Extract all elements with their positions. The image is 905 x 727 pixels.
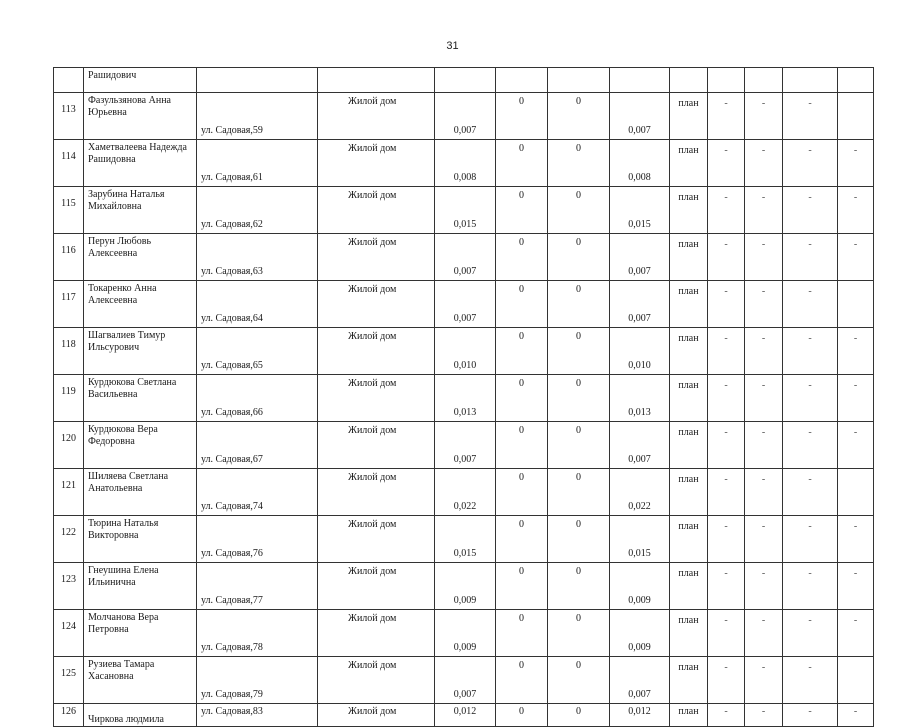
cell-num: 119: [54, 375, 84, 422]
cell-dash-2: -: [745, 422, 783, 469]
cell-dash-1: -: [708, 140, 745, 187]
cell-status: план: [670, 610, 708, 657]
cell-name: Тюрина Наталья Викторовна: [84, 516, 197, 563]
cell-area: 0,007: [435, 422, 496, 469]
cell-status: план: [670, 422, 708, 469]
cell-dash-3: -: [783, 704, 838, 727]
cell-dash-2: -: [745, 704, 783, 727]
cell-name: Токаренко Анна Алексеевна: [84, 281, 197, 328]
cell-status: план: [670, 704, 708, 727]
cell-area-2: 0,009: [610, 610, 670, 657]
cell-status: план: [670, 563, 708, 610]
cell-area-2: 0,009: [610, 563, 670, 610]
cell-dash-4: [838, 469, 874, 516]
cell-address: ул. Садовая,66: [197, 375, 318, 422]
cell-zero-1: 0: [496, 187, 548, 234]
cell-zero-2: 0: [548, 281, 610, 328]
cell-area-2: 0,007: [610, 657, 670, 704]
cell-name: Перун Любовь Алексеевна: [84, 234, 197, 281]
page-number: 31: [446, 40, 459, 52]
cell-status: план: [670, 187, 708, 234]
cell-num: 121: [54, 469, 84, 516]
cell-name: Шагвалиев Тимур Ильсурович: [84, 328, 197, 375]
cell-area-2: 0,007: [610, 93, 670, 140]
cell-address: ул. Садовая,61: [197, 140, 318, 187]
cell-area: 0,015: [435, 187, 496, 234]
cell-name: Курдюкова Вера Федоровна: [84, 422, 197, 469]
cell-type: Жилой дом: [318, 140, 435, 187]
cell-num: 116: [54, 234, 84, 281]
cell-status: план: [670, 657, 708, 704]
cell-zero-1: 0: [496, 93, 548, 140]
cell-area-2: 0,007: [610, 422, 670, 469]
cell-address: ул. Садовая,65: [197, 328, 318, 375]
cell-area-2: 0,010: [610, 328, 670, 375]
cell-type: Жилой дом: [318, 657, 435, 704]
cell-dash-4: -: [838, 375, 874, 422]
cell-address: ул. Садовая,79: [197, 657, 318, 704]
cell-dash-3: -: [783, 469, 838, 516]
cell-dash-3: -: [783, 140, 838, 187]
cell-dash-4: -: [838, 563, 874, 610]
cell-area: 0,007: [435, 93, 496, 140]
cell-status: план: [670, 375, 708, 422]
cell-type: Жилой дом: [318, 610, 435, 657]
cell-address: ул. Садовая,76: [197, 516, 318, 563]
cell-dash-2: [745, 68, 783, 93]
table-row: [54, 704, 874, 727]
cell-area-2: 0,012: [610, 704, 670, 727]
cell-num: 120: [54, 422, 84, 469]
table-row-continuation: [54, 68, 874, 93]
cell-zero-1: 0: [496, 281, 548, 328]
cell-address: ул. Садовая,64: [197, 281, 318, 328]
cell-status: план: [670, 93, 708, 140]
cell-zero-2: [548, 68, 610, 93]
cell-dash-2: -: [745, 563, 783, 610]
cell-zero-2: 0: [548, 657, 610, 704]
table-body: [54, 68, 874, 727]
cell-num: 124: [54, 610, 84, 657]
cell-zero-2: 0: [548, 140, 610, 187]
cell-dash-2: -: [745, 375, 783, 422]
cell-area-2: 0,022: [610, 469, 670, 516]
cell-name: Гнеушина Елена Ильинична: [84, 563, 197, 610]
cell-dash-3: -: [783, 610, 838, 657]
cell-type: Жилой дом: [318, 469, 435, 516]
table-row: [54, 469, 874, 516]
cell-dash-1: -: [708, 328, 745, 375]
cell-zero-1: 0: [496, 704, 548, 727]
cell-area: 0,015: [435, 516, 496, 563]
cell-dash-1: -: [708, 93, 745, 140]
cell-address: ул. Садовая,67: [197, 422, 318, 469]
cell-name: Молчанова Вера Петровна: [84, 610, 197, 657]
cell-zero-2: 0: [548, 234, 610, 281]
cell-dash-3: -: [783, 422, 838, 469]
cell-area: 0,007: [435, 657, 496, 704]
cell-area-2: 0,015: [610, 516, 670, 563]
cell-name: Рашидович: [84, 68, 197, 93]
table-row: [54, 610, 874, 657]
cell-dash-1: -: [708, 704, 745, 727]
cell-dash-2: -: [745, 610, 783, 657]
cell-zero-1: 0: [496, 469, 548, 516]
cell-zero-1: 0: [496, 422, 548, 469]
cell-dash-2: -: [745, 469, 783, 516]
table-row: [54, 563, 874, 610]
cell-type: [318, 68, 435, 93]
table-row: [54, 328, 874, 375]
cell-num: 126: [54, 704, 84, 727]
cell-dash-3: -: [783, 375, 838, 422]
cell-name: Фазульзянова Анна Юрьевна: [84, 93, 197, 140]
cell-num: 117: [54, 281, 84, 328]
cell-status: план: [670, 281, 708, 328]
cell-dash-3: -: [783, 234, 838, 281]
cell-zero-1: 0: [496, 375, 548, 422]
cell-name: Шиляева Светлана Анатольевна: [84, 469, 197, 516]
cell-type: Жилой дом: [318, 234, 435, 281]
cell-dash-2: -: [745, 516, 783, 563]
cell-type: Жилой дом: [318, 375, 435, 422]
cell-dash-4: -: [838, 704, 874, 727]
cell-area: 0,009: [435, 610, 496, 657]
cell-area: 0,008: [435, 140, 496, 187]
cell-area-2: 0,007: [610, 281, 670, 328]
cell-address: ул. Садовая,74: [197, 469, 318, 516]
cell-dash-4: [838, 68, 874, 93]
cell-dash-3: -: [783, 516, 838, 563]
cell-status: план: [670, 516, 708, 563]
cell-status: [670, 68, 708, 93]
cell-zero-1: [496, 68, 548, 93]
cell-name: Зарубина Наталья Михайловна: [84, 187, 197, 234]
cell-dash-1: [708, 68, 745, 93]
cell-dash-4: -: [838, 422, 874, 469]
cell-zero-2: 0: [548, 469, 610, 516]
table-row: [54, 422, 874, 469]
cell-name: Курдюкова Светлана Васильевна: [84, 375, 197, 422]
cell-zero-2: 0: [548, 328, 610, 375]
cell-status: план: [670, 234, 708, 281]
cell-dash-1: -: [708, 563, 745, 610]
cell-name: Чиркова людмила: [84, 704, 197, 727]
table-row: [54, 140, 874, 187]
cell-num: [54, 68, 84, 93]
cell-dash-1: -: [708, 657, 745, 704]
cell-address: ул. Садовая,62: [197, 187, 318, 234]
cell-num: 122: [54, 516, 84, 563]
cell-area-2: 0,015: [610, 187, 670, 234]
registry-table: [53, 67, 874, 727]
cell-address: ул. Садовая,83: [197, 704, 318, 727]
table-row: [54, 657, 874, 704]
cell-type: Жилой дом: [318, 187, 435, 234]
cell-zero-2: 0: [548, 93, 610, 140]
cell-name: Рузиева Тамара Хасановна: [84, 657, 197, 704]
cell-num: 115: [54, 187, 84, 234]
cell-type: Жилой дом: [318, 422, 435, 469]
cell-dash-4: [838, 93, 874, 140]
cell-area: [435, 68, 496, 93]
cell-area: 0,010: [435, 328, 496, 375]
cell-zero-1: 0: [496, 563, 548, 610]
cell-dash-3: -: [783, 657, 838, 704]
cell-type: Жилой дом: [318, 328, 435, 375]
cell-dash-3: -: [783, 281, 838, 328]
cell-status: план: [670, 469, 708, 516]
cell-zero-2: 0: [548, 375, 610, 422]
cell-dash-4: -: [838, 187, 874, 234]
cell-address: [197, 68, 318, 93]
cell-dash-4: -: [838, 234, 874, 281]
cell-num: 125: [54, 657, 84, 704]
cell-zero-1: 0: [496, 657, 548, 704]
table-row: [54, 93, 874, 140]
cell-type: Жилой дом: [318, 704, 435, 727]
cell-num: 123: [54, 563, 84, 610]
table-row: [54, 234, 874, 281]
cell-area-2: [610, 68, 670, 93]
cell-type: Жилой дом: [318, 281, 435, 328]
cell-dash-1: -: [708, 234, 745, 281]
cell-zero-1: 0: [496, 516, 548, 563]
cell-dash-3: -: [783, 93, 838, 140]
cell-address: ул. Садовая,77: [197, 563, 318, 610]
cell-dash-1: -: [708, 281, 745, 328]
cell-dash-1: -: [708, 469, 745, 516]
cell-address: ул. Садовая,59: [197, 93, 318, 140]
cell-zero-2: 0: [548, 610, 610, 657]
cell-dash-2: -: [745, 657, 783, 704]
cell-address: ул. Садовая,63: [197, 234, 318, 281]
cell-zero-1: 0: [496, 328, 548, 375]
cell-area: 0,007: [435, 281, 496, 328]
cell-dash-2: -: [745, 93, 783, 140]
cell-dash-4: -: [838, 328, 874, 375]
cell-type: Жилой дом: [318, 516, 435, 563]
cell-dash-1: -: [708, 422, 745, 469]
cell-zero-2: 0: [548, 704, 610, 727]
cell-status: план: [670, 328, 708, 375]
cell-area-2: 0,007: [610, 234, 670, 281]
cell-address: ул. Садовая,78: [197, 610, 318, 657]
cell-zero-2: 0: [548, 563, 610, 610]
cell-area-2: 0,013: [610, 375, 670, 422]
cell-dash-1: -: [708, 610, 745, 657]
cell-area: 0,012: [435, 704, 496, 727]
cell-zero-2: 0: [548, 187, 610, 234]
cell-dash-2: -: [745, 140, 783, 187]
cell-dash-4: -: [838, 610, 874, 657]
table-row: [54, 375, 874, 422]
cell-dash-1: -: [708, 516, 745, 563]
cell-dash-4: -: [838, 140, 874, 187]
cell-zero-1: 0: [496, 234, 548, 281]
cell-dash-2: -: [745, 281, 783, 328]
cell-num: 118: [54, 328, 84, 375]
cell-area: 0,022: [435, 469, 496, 516]
table-row: [54, 281, 874, 328]
cell-dash-2: -: [745, 328, 783, 375]
cell-dash-3: -: [783, 563, 838, 610]
cell-num: 114: [54, 140, 84, 187]
cell-dash-4: [838, 281, 874, 328]
cell-zero-1: 0: [496, 140, 548, 187]
cell-dash-3: -: [783, 328, 838, 375]
cell-area: 0,007: [435, 234, 496, 281]
table-row: [54, 516, 874, 563]
cell-type: Жилой дом: [318, 93, 435, 140]
cell-num: 113: [54, 93, 84, 140]
cell-dash-2: -: [745, 187, 783, 234]
cell-zero-2: 0: [548, 422, 610, 469]
cell-dash-3: -: [783, 187, 838, 234]
cell-dash-1: -: [708, 375, 745, 422]
cell-dash-4: [838, 657, 874, 704]
cell-dash-3: [783, 68, 838, 93]
cell-area: 0,009: [435, 563, 496, 610]
cell-zero-2: 0: [548, 516, 610, 563]
cell-dash-2: -: [745, 234, 783, 281]
cell-dash-4: -: [838, 516, 874, 563]
cell-dash-1: -: [708, 187, 745, 234]
table-row: [54, 187, 874, 234]
cell-zero-1: 0: [496, 610, 548, 657]
cell-type: Жилой дом: [318, 563, 435, 610]
cell-status: план: [670, 140, 708, 187]
cell-name: Хаметвалеева Надежда Рашидовна: [84, 140, 197, 187]
cell-area: 0,013: [435, 375, 496, 422]
cell-area-2: 0,008: [610, 140, 670, 187]
